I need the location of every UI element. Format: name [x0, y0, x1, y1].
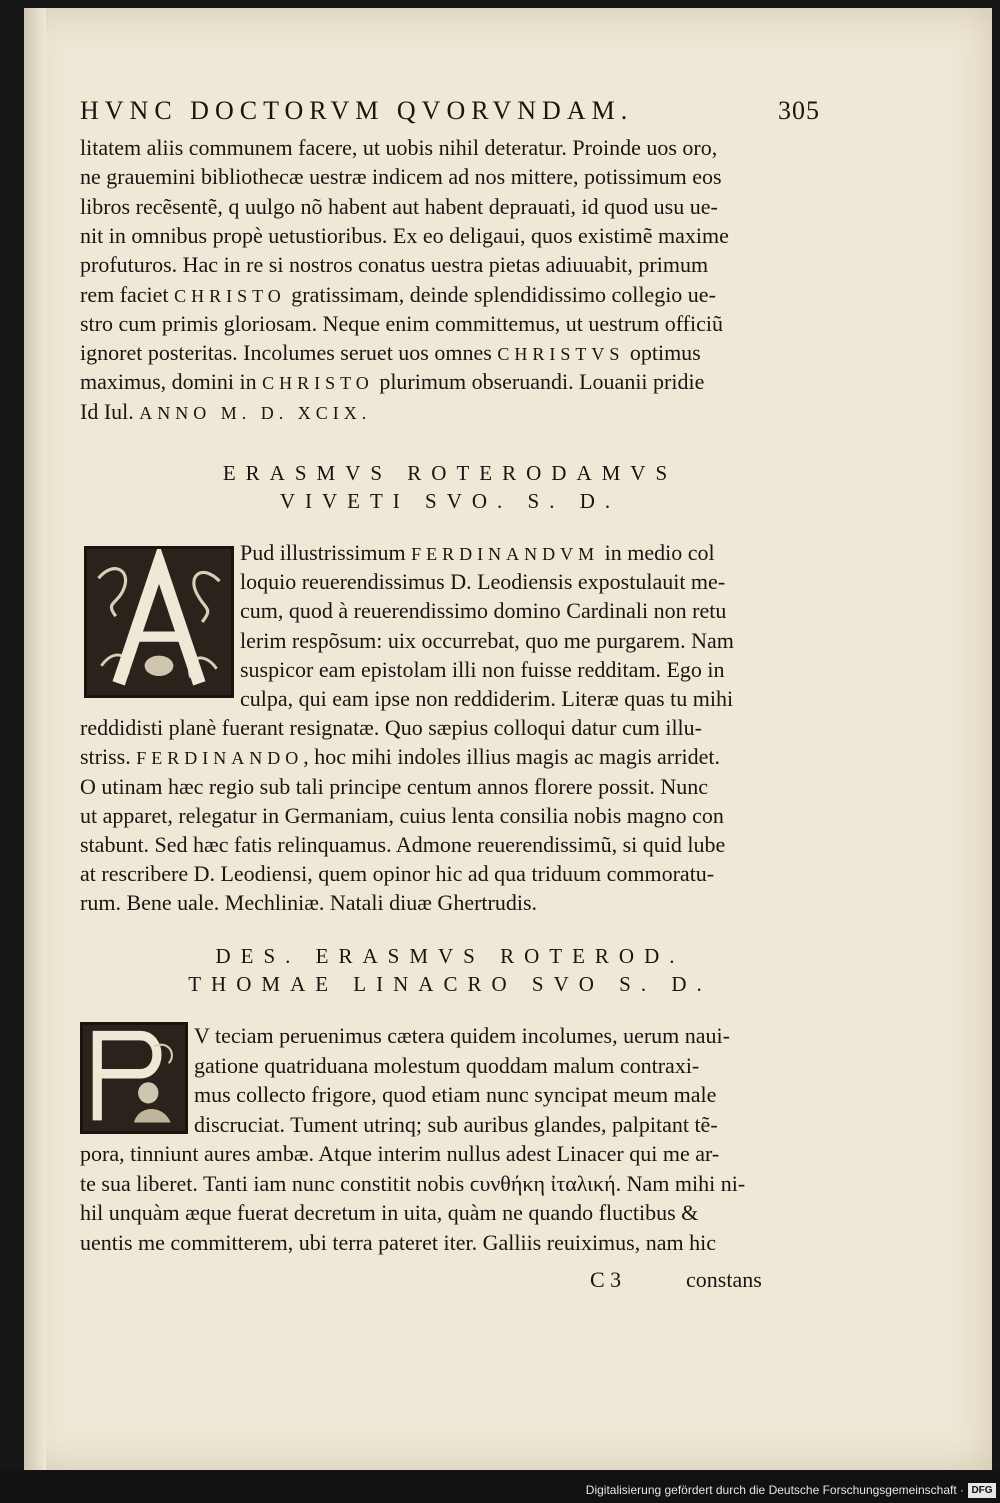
floral-initial-icon: [87, 549, 231, 695]
text-line: [240, 656, 725, 684]
text-run: libros recẽsentẽ, q uulgo nõ habent aut habent deprauati, id quod usu ue-: [80, 193, 718, 219]
text-run: pora, tinniunt aures ambæ. Atque interim nullus adest Linacer qui me ar-: [80, 1141, 720, 1166]
text-line: [80, 134, 717, 162]
letter-3-heading-line-1: DES. ERASMVS ROTEROD.: [215, 944, 685, 968]
small-caps-name: CHRISTO: [262, 373, 374, 394]
text-line: [80, 1140, 719, 1168]
text-run: striss.: [80, 744, 137, 770]
signature-mark: C 3: [590, 1267, 622, 1292]
text-line: [80, 163, 722, 191]
text-run: te sua liberet. Tanti iam nunc constitit nobis ϲυνθήκη ἰταλική. Nam mihi ni-: [80, 1170, 746, 1196]
decorated-initial-p: [80, 1022, 188, 1134]
small-caps-name: ANNO M. D. XCIX.: [139, 402, 372, 423]
text-line: [80, 368, 704, 397]
letter-2-heading-line-2: VIVETI SVO. S. D.: [279, 489, 621, 513]
text-line: [194, 1022, 730, 1050]
letter-3-heading-line-2: THOMAE LINACRO SVO S. D.: [188, 972, 712, 996]
footer-credit: Digitalisierung gefördert durch die Deutsche Forschungsgemeinschaft ·: [585, 1483, 964, 1497]
small-caps-name: FERDINANDVM: [411, 544, 600, 564]
text-line: [194, 1052, 699, 1080]
running-head-title: HVNC DOCTORVM QVORVNDAM.: [80, 96, 634, 125]
text-run: stro cum primis gloriosam. Neque enim committemus, ut uestrum officiũ: [80, 310, 723, 336]
text-line: [240, 539, 715, 568]
book-page: [24, 8, 992, 1470]
text-run: hil unquàm æque fuerat decretum in uita, quàm ne quando fluctibus &: [80, 1200, 699, 1225]
text-run: gatione quatriduana molestum quoddam malum contraxi-: [194, 1052, 700, 1078]
text-line: [80, 222, 729, 250]
folio-number: 305: [778, 96, 820, 125]
text-line: [80, 1170, 745, 1198]
text-run: uentis me committerem, ubi terra pateret iter. Galliis reuiximus, nam hic: [80, 1229, 716, 1255]
text-run: reddidisti planè fuerant resignatæ. Quo sæpius colloqui datur cum illu-: [80, 715, 702, 741]
small-caps-name: FERDINANDO: [136, 748, 304, 769]
text-line: [80, 831, 725, 859]
figure-initial-icon: [83, 1025, 185, 1131]
text-run: gratissimam, deinde splendidissimo collegio ue-: [285, 281, 716, 307]
text-line: [80, 802, 724, 830]
text-line: [80, 743, 720, 772]
running-head: [80, 96, 820, 126]
text-line: [240, 597, 726, 625]
text-run: at rescribere D. Leodiensi, quem opinor hic ad qua triduum commoratu-: [80, 861, 715, 887]
text-line: [240, 627, 734, 655]
text-line: [80, 773, 708, 801]
text-line: [80, 281, 716, 310]
text-run: rum. Bene uale. Mechliniæ. Natali diuæ Ghertrudis.: [80, 890, 538, 916]
text-run: discruciat. Tument utrinq; sub auribus glandes, palpitant tẽ-: [194, 1111, 718, 1137]
text-line: [80, 889, 537, 917]
text-run: rem faciet: [80, 281, 175, 307]
text-run: nit in omnibus propè uetustioribus. Ex eo deligaui, quos existimẽ maxime: [80, 222, 729, 248]
text-run: maximus, domini in: [80, 369, 263, 395]
text-run: mus collecto frigore, quod etiam nunc syncipat meum male: [194, 1082, 717, 1107]
text-line: [80, 251, 708, 279]
text-run: V teciam peruenimus cætera quidem incolumes, uerum naui-: [194, 1023, 730, 1048]
catchword: constans: [686, 1267, 762, 1292]
text-line: [80, 714, 702, 742]
dfg-logo: DFG: [968, 1483, 996, 1498]
small-caps-name: CHRISTO: [174, 285, 286, 306]
text-run: Id Iul.: [80, 398, 140, 424]
text-run: culpa, qui eam ipse non reddiderim. Literæ quas tu mihi: [240, 686, 734, 711]
text-line: [80, 398, 371, 427]
text-run: Pud illustrissimum: [240, 540, 412, 565]
text-line: [80, 339, 701, 368]
text-run: in medio col: [599, 540, 715, 565]
text-run: litatem aliis communem facere, ut uobis nihil deteratur. Proinde uos oro,: [80, 135, 718, 160]
small-caps-name: CHRISTVS: [497, 344, 625, 365]
text-line: [80, 310, 723, 338]
text-run: ut apparet, relegatur in Germaniam, cuius lenta consilia nobis magno con: [80, 802, 724, 828]
text-line: [80, 1199, 698, 1227]
letter-2-heading-line-1: ERASMVS ROTERODAMVS: [222, 461, 678, 485]
text-run: loquio reuerendissimus D. Leodiensis expostulauit me-: [240, 569, 726, 595]
decorated-initial-a: [84, 546, 234, 698]
page-gutter-shadow: [24, 8, 46, 1470]
text-run: , hoc mihi indoles illius magis ac magis arridet.: [303, 744, 720, 770]
text-run: lerim respõsum: uix occurrebat, quo me purgarem. Nam: [240, 627, 734, 653]
text-run: profuturos. Hac in re si nostros conatus uestra pietas adiuuabit, primum: [80, 252, 709, 278]
text-run: O utinam hæc regio sub tali principe centum annos florere possit. Nunc: [80, 773, 709, 799]
text-run: stabunt. Sed hæc fatis relinquamus. Admone reuerendissimũ, si quid lube: [80, 832, 726, 857]
text-run: ne grauemini bibliothecæ uestræ indicem ad nos mittere, potissimum eos: [80, 164, 722, 190]
text-line: [240, 568, 725, 596]
text-run: cum, quod à reuerendissimo domino Cardinali non retu: [240, 598, 727, 624]
digitization-footer: [0, 1471, 1000, 1503]
text-line: [194, 1081, 716, 1109]
text-run: optimus: [624, 340, 701, 366]
text-line: [80, 193, 718, 221]
text-line: [80, 860, 714, 888]
text-run: suspicor eam epistolam illi non fuisse redditam. Ego in: [240, 656, 725, 682]
text-run: plurimum obseruandi. Louanii pridie: [373, 369, 705, 395]
text-line: [240, 685, 733, 713]
text-line: [80, 1229, 716, 1257]
text-line: [194, 1111, 718, 1139]
text-run: ignoret posteritas. Incolumes seruet uos omnes: [80, 340, 498, 366]
